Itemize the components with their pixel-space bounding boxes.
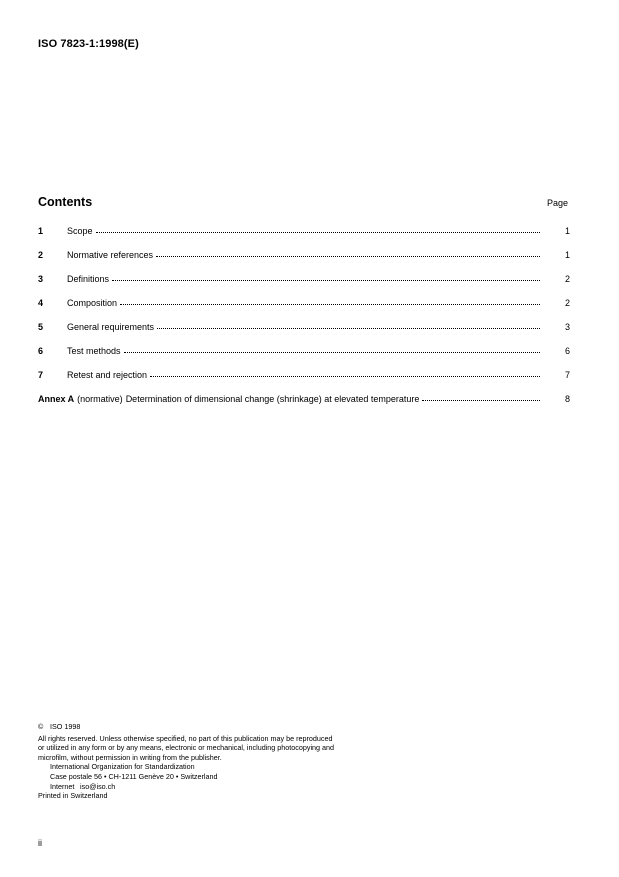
copyright-symbol: © [38, 722, 44, 731]
annex-note: (normative) [77, 394, 123, 404]
toc-entry-number: 1 [38, 226, 44, 236]
rights-line: microfilm, without permission in writing from the publisher. [38, 752, 222, 762]
rights-line: or utilized in any form or by any means, electronic or mechanical, including photocopying and [38, 743, 335, 753]
table-of-contents [38, 226, 570, 418]
toc-entry-definitions[interactable] [38, 274, 570, 298]
toc-entry-retest-and-rejection[interactable] [38, 370, 570, 394]
rights-line: All rights reserved. Unless otherwise specified, no part of this publication may be reproduced [38, 733, 333, 743]
toc-entry-page: 2 [564, 298, 570, 308]
toc-entry-title: General requirements [67, 322, 155, 332]
toc-entry-composition[interactable] [38, 298, 570, 322]
toc-entry-number: 5 [38, 322, 44, 332]
dot-leader [120, 298, 540, 305]
dot-leader [112, 274, 540, 281]
organization-name: International Organization for Standardization [50, 762, 195, 772]
copyright-text: ISO 1998 [50, 722, 81, 731]
toc-entry-number: 2 [38, 250, 44, 260]
toc-entry-page: 1 [564, 250, 570, 260]
toc-entry-page: 2 [564, 274, 570, 284]
toc-entry-number: 4 [38, 298, 44, 308]
toc-entry-title: Definitions [67, 274, 110, 284]
toc-entry-title: Retest and rejection [67, 370, 148, 380]
toc-entry-title: Normative references [67, 250, 154, 260]
document-code: ISO 7823-1:1998(E) [38, 38, 139, 50]
page-number: ii [38, 838, 42, 848]
copyright-line [38, 722, 398, 732]
annex-label: Annex A [38, 394, 75, 404]
toc-entry-test-methods[interactable] [38, 346, 570, 370]
toc-entry-page: 1 [564, 226, 570, 236]
toc-entry-normative-references[interactable] [38, 250, 570, 274]
toc-entry-number: 6 [38, 346, 44, 356]
toc-entry-title: Scope [67, 226, 93, 236]
toc-entry-scope[interactable] [38, 226, 570, 250]
copyright-footer [38, 722, 398, 801]
annex-title: Determination of dimensional change (shrinkage) at elevated temperature [125, 394, 420, 404]
contents-heading: Contents [38, 195, 93, 209]
dot-leader [124, 346, 540, 353]
toc-entry-general-requirements[interactable] [38, 322, 570, 346]
email-link[interactable]: iso@iso.ch [80, 781, 116, 791]
toc-entry-annex-a[interactable] [38, 394, 570, 418]
printed-in: Printed in Switzerland [38, 791, 108, 801]
postal-address: Case postale 56 • CH-1211 Genève 20 • Switzerland [50, 771, 218, 781]
internet-label: Internet [50, 781, 75, 791]
toc-entry-title: Composition [67, 298, 118, 308]
dot-leader [150, 370, 540, 377]
address-block [38, 762, 398, 791]
toc-entry-page: 7 [564, 370, 570, 380]
page-column-label: Page [547, 198, 569, 208]
dot-leader [422, 394, 540, 401]
toc-entry-title: Test methods [67, 346, 121, 356]
dot-leader [156, 250, 540, 257]
toc-entry-page: 6 [564, 346, 570, 356]
internet-line [50, 782, 398, 792]
toc-entry-number: 3 [38, 274, 44, 284]
dot-leader [157, 322, 540, 329]
toc-entry-number: 7 [38, 370, 44, 380]
annex-page: 8 [564, 394, 570, 404]
toc-entry-page: 3 [564, 322, 570, 332]
dot-leader [96, 226, 540, 233]
